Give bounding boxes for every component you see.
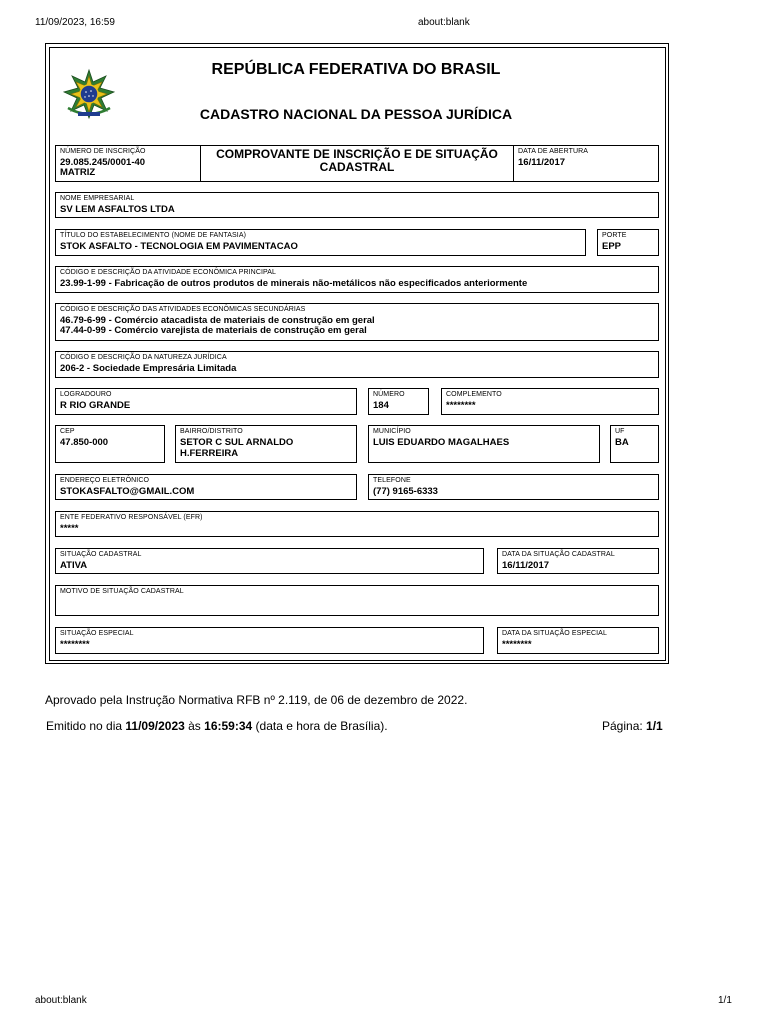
- field-label: DATA DA SITUAÇÃO CADASTRAL: [502, 551, 615, 558]
- field-label: ENDEREÇO ELETRÔNICO: [60, 477, 150, 484]
- field-email: [55, 474, 357, 500]
- field-data-situacao-cadastral: [497, 548, 659, 574]
- cnpj-value: 29.085.245/0001-40: [60, 157, 146, 168]
- emission-date: 11/09/2023: [125, 719, 185, 733]
- field-label: MUNICÍPIO: [373, 428, 411, 435]
- field-label: BAIRRO/DISTRITO: [180, 428, 243, 435]
- field-uf: [610, 425, 659, 463]
- field-value: LUIS EDUARDO MAGALHAES: [373, 437, 510, 448]
- field-label: SITUAÇÃO ESPECIAL: [60, 630, 134, 637]
- field-value: 47.850-000: [60, 437, 109, 448]
- field-label: TÍTULO DO ESTABELECIMENTO (NOME DE FANTASIA): [60, 232, 247, 239]
- print-datetime: 11/09/2023, 16:59: [35, 17, 115, 28]
- field-label: CÓDIGO E DESCRIÇÃO DA ATIVIDADE ECONÔMICA PRINCIPAL: [60, 269, 277, 276]
- field-value: ********: [502, 639, 532, 650]
- field-value: ATIVA: [60, 560, 88, 571]
- field-complemento: [441, 388, 659, 415]
- field-label: CEP: [60, 428, 75, 435]
- field-data-abertura: [513, 145, 659, 182]
- field-data-situacao-especial: [497, 627, 659, 654]
- field-situacao-cadastral: [55, 548, 484, 574]
- document-title: REPÚBLICA FEDERATIVA DO BRASIL: [211, 61, 501, 78]
- field-porte: [597, 229, 659, 256]
- certificate-title-line1: COMPROVANTE DE INSCRIÇÃO E DE SITUAÇÃO: [216, 147, 498, 161]
- page-number: Página: 1/1: [602, 719, 663, 733]
- print-page-count: 1/1: [718, 995, 732, 1006]
- field-nome-empresarial: [55, 192, 659, 218]
- field-label: LOGRADOURO: [60, 391, 112, 398]
- field-label: ENTE FEDERATIVO RESPONSÁVEL (EFR): [60, 514, 203, 521]
- emission-time: 16:59:34: [204, 719, 253, 733]
- field-label: TELEFONE: [373, 477, 411, 484]
- field-value: (77) 9165-6333: [373, 486, 438, 497]
- field-label: NÚMERO DE INSCRIÇÃO: [60, 148, 146, 155]
- field-situacao-especial: [55, 627, 484, 654]
- print-footer-url: about:blank: [35, 995, 87, 1006]
- print-page-title: about:blank: [418, 17, 470, 28]
- field-value: 16/11/2017: [502, 560, 550, 571]
- field-titulo-estabelecimento: [55, 229, 586, 256]
- field-label: COMPLEMENTO: [446, 391, 502, 398]
- field-efr: [55, 511, 659, 537]
- field-value: 47.44-0-99 - Comércio varejista de materiais de construção em geral: [60, 325, 367, 336]
- field-label: DATA DA SITUAÇÃO ESPECIAL: [502, 630, 607, 637]
- field-value: STOK ASFALTO - TECNOLOGIA EM PAVIMENTACAO: [60, 241, 298, 252]
- field-label: NÚMERO: [373, 391, 405, 398]
- field-value: SETOR C SUL ARNALDO: [180, 437, 294, 448]
- field-logradouro: [55, 388, 357, 415]
- field-label: NOME EMPRESARIAL: [60, 195, 135, 202]
- field-label: UF: [615, 428, 625, 435]
- field-value: ********: [60, 639, 90, 650]
- field-cep: [55, 425, 165, 463]
- field-value: R RIO GRANDE: [60, 400, 131, 411]
- field-motivo-situacao: [55, 585, 659, 616]
- field-label: MOTIVO DE SITUAÇÃO CADASTRAL: [60, 588, 184, 595]
- field-atividades-secundarias: [55, 303, 659, 341]
- field-label: PORTE: [602, 232, 627, 239]
- field-value: 184: [373, 400, 389, 411]
- certificate-title-line2: CADASTRAL: [319, 160, 395, 174]
- field-value: 23.99-1-99 - Fabricação de outros produtos de minerais não-metálicos não especificados anteriormente: [60, 278, 528, 289]
- field-value: EPP: [602, 241, 622, 252]
- field-municipio: [368, 425, 600, 463]
- field-value: STOKASFALTO@GMAIL.COM: [60, 486, 195, 497]
- field-label: DATA DE ABERTURA: [518, 148, 589, 155]
- field-bairro: [175, 425, 357, 463]
- field-label: CÓDIGO E DESCRIÇÃO DAS ATIVIDADES ECONÔMICAS SECUNDÁRIAS: [60, 306, 306, 313]
- field-value: ********: [446, 400, 476, 411]
- approval-note: Aprovado pela Instrução Normativa RFB nº 2.119, de 06 de dezembro de 2022.: [45, 693, 468, 707]
- field-numero-inscricao: [55, 145, 201, 182]
- field-value: H.FERREIRA: [180, 448, 239, 459]
- field-value: 206-2 - Sociedade Empresária Limitada: [60, 363, 237, 374]
- emission-note: Emitido no dia 11/09/2023 às 16:59:34 (data e hora de Brasília).: [46, 719, 388, 733]
- matriz-value: MATRIZ: [60, 167, 96, 178]
- field-label: CÓDIGO E DESCRIÇÃO DA NATUREZA JURÍDICA: [60, 354, 227, 361]
- certificate-title-box: [200, 145, 514, 182]
- field-label: SITUAÇÃO CADASTRAL: [60, 551, 142, 558]
- field-value: 46.79-6-99 - Comércio atacadista de materiais de construção em geral: [60, 315, 375, 326]
- field-telefone: [368, 474, 659, 500]
- field-numero: [368, 388, 429, 415]
- field-value: 16/11/2017: [518, 157, 566, 168]
- document-subtitle: CADASTRO NACIONAL DA PESSOA JURÍDICA: [199, 106, 513, 122]
- field-value: *****: [60, 523, 79, 534]
- field-atividade-principal: [55, 266, 659, 293]
- field-value: BA: [615, 437, 629, 448]
- field-value: SV LEM ASFALTOS LTDA: [60, 204, 175, 215]
- field-natureza-juridica: [55, 351, 659, 378]
